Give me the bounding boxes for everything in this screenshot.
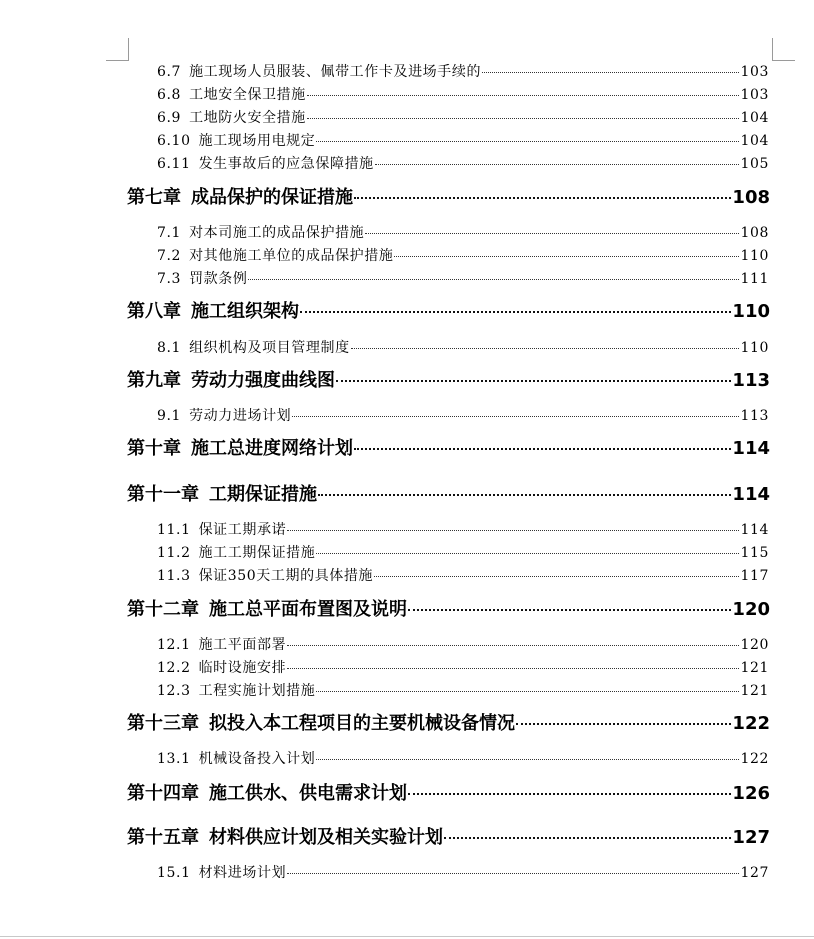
toc-entry-number: 11.2 — [157, 545, 191, 561]
toc-chapter-title: 施工供水、供电需求计划 — [209, 783, 407, 804]
toc-entry[interactable] — [157, 132, 769, 150]
toc-entry-number: 7.3 — [157, 271, 182, 287]
toc-chapter-page: 122 — [732, 713, 770, 734]
toc-entry[interactable] — [157, 86, 769, 104]
toc-entry[interactable] — [157, 750, 769, 768]
toc-entry-number: 7.2 — [157, 248, 182, 264]
toc-entry-page: 103 — [740, 64, 769, 80]
toc-entry-page: 105 — [740, 156, 769, 172]
dot-leader — [248, 279, 739, 280]
dot-leader — [316, 553, 739, 554]
toc-entry-page: 110 — [740, 340, 769, 356]
toc-entry-title: 施工工期保证措施 — [198, 545, 316, 561]
toc-chapter-page: 114 — [732, 438, 770, 459]
toc-entry-number: 9.1 — [157, 408, 182, 424]
toc-chapter-number: 第十五章 — [127, 827, 199, 848]
toc-entry-page: 111 — [740, 271, 769, 287]
toc-entry-number: 8.1 — [157, 340, 182, 356]
toc-entry-number: 15.1 — [157, 865, 191, 881]
toc-entry-page: 108 — [740, 225, 769, 241]
toc-chapter-title: 施工组织架构 — [191, 301, 299, 322]
dot-leader — [408, 609, 731, 611]
toc-entry-page: 117 — [740, 568, 769, 584]
toc-entry-title: 工地安全保卫措施 — [189, 87, 306, 103]
dot-leader — [307, 95, 740, 96]
toc-chapter-page: 114 — [732, 484, 770, 505]
toc-chapter-title: 工期保证措施 — [209, 484, 317, 505]
toc-entry[interactable] — [157, 659, 769, 677]
dot-leader — [287, 873, 739, 874]
toc-entry-page: 121 — [740, 683, 769, 699]
toc-entry-number: 6.8 — [157, 87, 182, 103]
toc-chapter-number: 第十章 — [127, 438, 181, 459]
toc-entry-number: 12.3 — [157, 683, 191, 699]
toc-entry-page: 104 — [740, 110, 769, 126]
toc-chapter-title: 劳动力强度曲线图 — [191, 370, 335, 391]
dot-leader — [316, 759, 739, 760]
toc-entry[interactable] — [157, 407, 769, 425]
dot-leader — [300, 311, 731, 313]
toc-chapter-number: 第八章 — [127, 301, 181, 322]
toc-entry-title: 劳动力进场计划 — [189, 408, 292, 424]
page-edge — [0, 936, 814, 937]
toc-chapter-number: 第九章 — [127, 370, 181, 391]
toc-entry-number: 6.10 — [157, 133, 191, 149]
toc-chapter[interactable] — [127, 598, 770, 622]
dot-leader — [394, 256, 739, 257]
toc-entry[interactable] — [157, 270, 769, 288]
dot-leader — [287, 668, 739, 669]
toc-chapter[interactable] — [127, 186, 770, 210]
toc-entry-page: 103 — [740, 87, 769, 103]
toc-chapter-number: 第十四章 — [127, 783, 199, 804]
toc-entry[interactable] — [157, 339, 769, 357]
toc-entry[interactable] — [157, 636, 769, 654]
toc-entry[interactable] — [157, 224, 769, 242]
toc-chapter[interactable] — [127, 437, 770, 461]
toc-entry[interactable] — [157, 521, 769, 539]
toc-entry[interactable] — [157, 567, 769, 585]
dot-leader — [482, 72, 739, 73]
toc-entry-title: 施工现场人员服装、佩带工作卡及进场手续的 — [189, 64, 482, 80]
toc-entry-title: 工程实施计划措施 — [198, 683, 316, 699]
toc-chapter-number: 第十一章 — [127, 484, 199, 505]
dot-leader — [318, 494, 731, 496]
toc-entry-number: 12.1 — [157, 637, 191, 653]
dot-leader — [336, 380, 731, 382]
toc-entry-title: 工地防火安全措施 — [189, 110, 306, 126]
dot-leader — [365, 233, 739, 234]
toc-entry-title: 组织机构及项目管理制度 — [189, 340, 350, 356]
toc-chapter-title: 材料供应计划及相关实验计划 — [209, 827, 443, 848]
toc-entry-page: 120 — [740, 637, 769, 653]
toc-entry-number: 13.1 — [157, 751, 191, 767]
toc-entry-title: 施工平面部署 — [198, 637, 287, 653]
toc-entry-page: 122 — [740, 751, 769, 767]
toc-chapter-number: 第七章 — [127, 187, 181, 208]
toc-chapter-page: 113 — [732, 370, 770, 391]
dot-leader — [444, 837, 731, 839]
toc-entry-page: 110 — [740, 248, 769, 264]
toc-entry-number: 11.1 — [157, 522, 191, 538]
dot-leader — [354, 448, 731, 450]
toc-entry-title: 机械设备投入计划 — [198, 751, 316, 767]
toc-entry-number: 6.11 — [157, 156, 191, 172]
toc-entry-page: 121 — [740, 660, 769, 676]
toc-entry-page: 104 — [740, 133, 769, 149]
toc-chapter-title: 施工总进度网络计划 — [191, 438, 353, 459]
toc-entry-title: 临时设施安排 — [198, 660, 287, 676]
toc-chapter-number: 第十二章 — [127, 599, 199, 620]
toc-chapter[interactable] — [127, 300, 770, 324]
toc-entry[interactable] — [157, 864, 769, 882]
toc-chapter-page: 120 — [732, 599, 770, 620]
toc-entry-title: 保证工期承诺 — [198, 522, 287, 538]
dot-leader — [287, 645, 739, 646]
toc-entry-number: 6.9 — [157, 110, 182, 126]
dot-leader — [375, 164, 740, 165]
toc-chapter-number: 第十三章 — [127, 713, 199, 734]
toc-entry-number: 11.3 — [157, 568, 191, 584]
dot-leader — [408, 793, 731, 795]
toc-chapter[interactable] — [127, 712, 770, 736]
dot-leader — [316, 141, 739, 142]
toc-entry[interactable] — [157, 544, 769, 562]
toc-chapter[interactable] — [127, 826, 770, 850]
toc-entry-page: 127 — [740, 865, 769, 881]
toc-entry-title: 材料进场计划 — [198, 865, 287, 881]
toc-entry-number: 7.1 — [157, 225, 182, 241]
toc-chapter[interactable] — [127, 483, 770, 507]
toc-chapter-title: 施工总平面布置图及说明 — [209, 599, 407, 620]
toc-entry[interactable] — [157, 109, 769, 127]
toc-entry-title: 对其他施工单位的成品保护措施 — [189, 248, 394, 264]
toc-chapter-title: 拟投入本工程项目的主要机械设备情况 — [209, 713, 515, 734]
toc-entry-title: 施工现场用电规定 — [198, 133, 316, 149]
dot-leader — [354, 197, 731, 199]
toc-entry-number: 12.2 — [157, 660, 191, 676]
dot-leader — [351, 348, 740, 349]
dot-leader — [316, 691, 739, 692]
toc-chapter-page: 126 — [732, 783, 770, 804]
toc-chapter-title: 成品保护的保证措施 — [191, 187, 353, 208]
toc-entry-number: 6.7 — [157, 64, 182, 80]
crop-mark-top-right — [772, 38, 795, 61]
toc-entry-page: 115 — [740, 545, 769, 561]
toc-entry-page: 114 — [740, 522, 769, 538]
crop-mark-top-left — [106, 38, 129, 61]
toc-entry[interactable] — [157, 155, 769, 173]
toc-entry-title: 罚款条例 — [189, 271, 248, 287]
dot-leader — [287, 530, 739, 531]
toc-entry-title: 发生事故后的应急保障措施 — [198, 156, 374, 172]
dot-leader — [292, 416, 739, 417]
dot-leader — [374, 576, 739, 577]
dot-leader — [307, 118, 740, 119]
dot-leader — [516, 723, 731, 725]
toc-chapter[interactable] — [127, 782, 770, 806]
toc-entry[interactable] — [157, 682, 769, 700]
toc-chapter-page: 127 — [732, 827, 770, 848]
toc-chapter-page: 108 — [732, 187, 770, 208]
toc-entry[interactable] — [157, 63, 769, 81]
toc-chapter[interactable] — [127, 369, 770, 393]
toc-chapter-page: 110 — [732, 301, 770, 322]
toc-entry-title: 对本司施工的成品保护措施 — [189, 225, 365, 241]
toc-entry[interactable] — [157, 247, 769, 265]
toc-entry-page: 113 — [740, 408, 769, 424]
toc-entry-title: 保证350天工期的具体措施 — [198, 568, 374, 584]
